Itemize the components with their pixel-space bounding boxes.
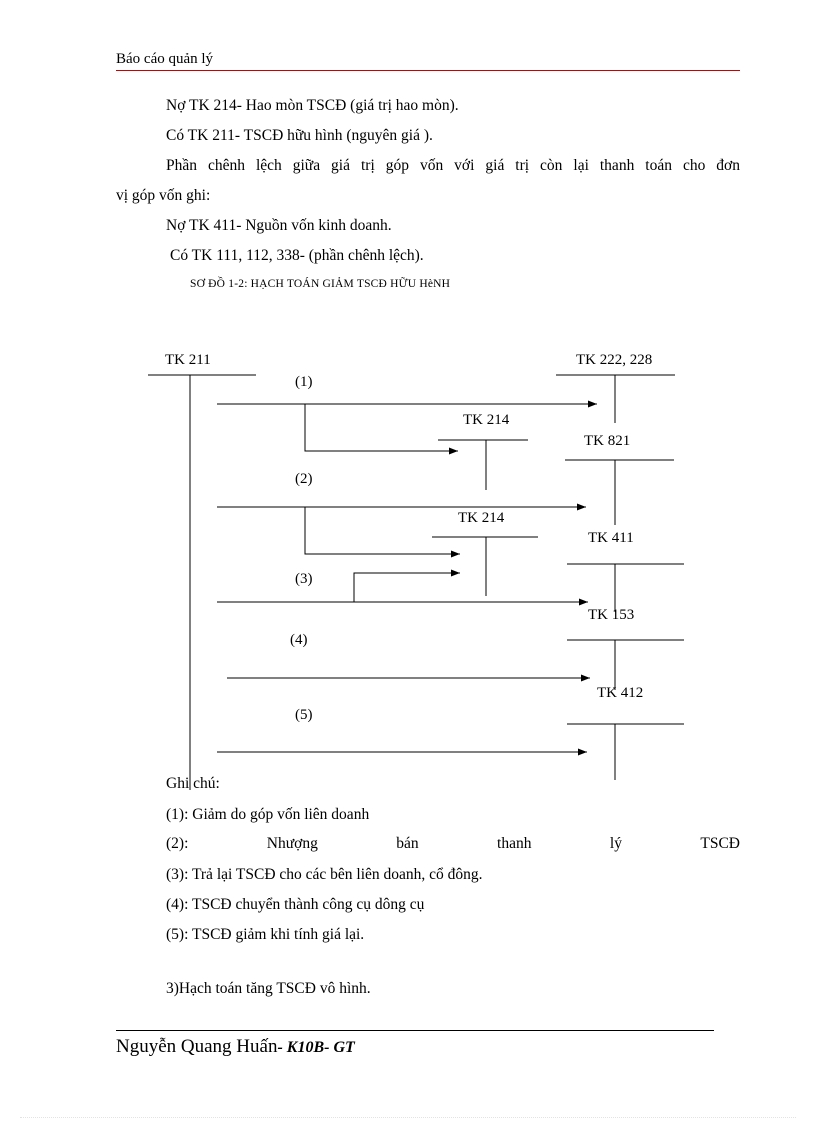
page-bottom-border bbox=[20, 1117, 796, 1118]
paragraph-line-3b: vị góp vốn ghi: bbox=[116, 187, 211, 204]
journal-line-5: Có TK 111, 112, 338- (phần chênh lệch). bbox=[170, 247, 424, 264]
flow-marker-2: (2) bbox=[295, 471, 313, 487]
journal-line-2: Có TK 211- TSCĐ hữu hình (nguyên giá ). bbox=[166, 127, 433, 144]
header-title: Báo cáo quản lý bbox=[116, 51, 214, 67]
flow-marker-3: (3) bbox=[295, 571, 313, 587]
flow-marker-4: (4) bbox=[290, 632, 308, 648]
footer bbox=[116, 1036, 355, 1058]
journal-line-1: Nợ TK 214- Hao mòn TSCĐ (giá trị hao mòn). bbox=[166, 97, 459, 114]
account-label-tk412: TK 412 bbox=[597, 685, 644, 701]
note-2-word: TSCĐ bbox=[700, 835, 740, 852]
account-label-tk411: TK 411 bbox=[588, 530, 634, 546]
account-label-tk821: TK 821 bbox=[584, 433, 631, 449]
journal-line-4: Nợ TK 411- Nguồn vốn kinh doanh. bbox=[166, 217, 392, 234]
arrow-3-branch bbox=[354, 573, 460, 602]
notes-heading: Ghi chú: bbox=[166, 775, 220, 792]
note-2 bbox=[166, 835, 740, 853]
next-section-heading: 3)Hạch toán tăng TSCĐ vô hình. bbox=[166, 980, 371, 997]
account-label-tk214a: TK 214 bbox=[463, 412, 510, 428]
note-3: (3): Trả lại TSCĐ cho các bên liên doanh, cổ đông. bbox=[166, 866, 483, 883]
flow-marker-5: (5) bbox=[295, 707, 313, 723]
note-2-word: thanh bbox=[497, 835, 532, 852]
paragraph-line-3a: Phần chênh lệch giữa giá trị góp vốn với giá trị còn lại thanh toán cho đơn bbox=[166, 157, 740, 174]
footer-sep: - bbox=[277, 1039, 287, 1056]
account-label-tk214b: TK 214 bbox=[458, 510, 505, 526]
note-1: (1): Giảm do góp vốn liên doanh bbox=[166, 806, 370, 823]
arrow-2-branch bbox=[305, 507, 460, 554]
account-label-tk153: TK 153 bbox=[588, 607, 635, 623]
footer-author: Nguyễn Quang Huấn bbox=[116, 1036, 278, 1057]
arrow-1-branch bbox=[305, 404, 458, 451]
flow-marker-1: (1) bbox=[295, 374, 313, 390]
account-label-tk211: TK 211 bbox=[165, 352, 211, 368]
account-label-tk222: TK 222, 228 bbox=[576, 352, 653, 368]
note-5: (5): TSCĐ giảm khi tính giá lại. bbox=[166, 926, 365, 943]
footer-rule bbox=[116, 1030, 714, 1031]
note-2-word: (2): bbox=[166, 835, 189, 852]
footer-class: K10B- GT bbox=[286, 1039, 355, 1056]
note-2-word: lý bbox=[609, 835, 622, 852]
diagram-title: SƠ ĐỒ 1-2: HẠCH TOÁN GIẢM TSCĐ HỮU HèNH bbox=[190, 278, 451, 290]
note-2-word: Nhượng bbox=[266, 835, 318, 852]
note-4: (4): TSCĐ chuyển thành công cụ dông cụ bbox=[166, 896, 425, 913]
note-2-word: bán bbox=[396, 835, 419, 852]
